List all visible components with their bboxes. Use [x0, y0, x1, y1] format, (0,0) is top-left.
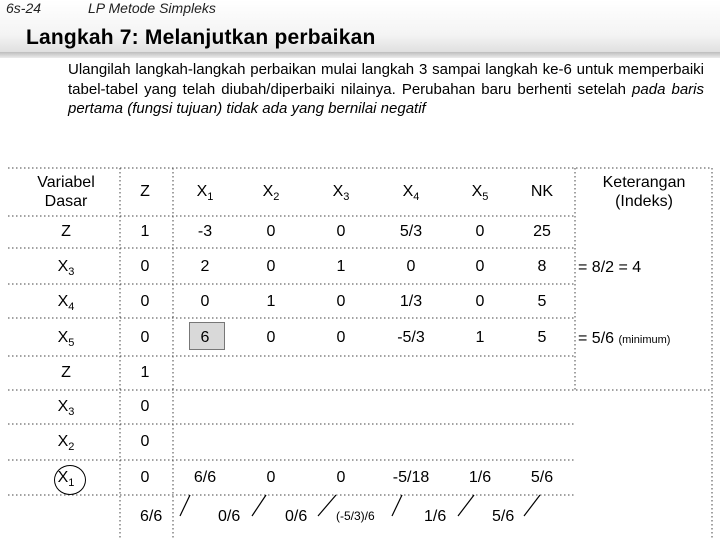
paragraph-italic-text: pada baris pertama (fungsi tujuan) tidak ada yang bernilai negatif	[68, 80, 704, 117]
cell-x3: 0	[336, 293, 346, 310]
row-variable: Z	[61, 364, 71, 381]
cell-x2: 1	[266, 293, 276, 310]
cell-z: 0	[140, 293, 150, 310]
cell-z: 1	[140, 223, 150, 240]
cell-x2: 0	[266, 329, 276, 346]
cell-x3: 0	[336, 329, 346, 346]
calc-note-x4: (-5/3)/6	[336, 509, 375, 523]
instruction-paragraph	[68, 60, 704, 119]
header-variabel-dasar: Variabel Dasar	[37, 174, 95, 210]
cell-nk: 5	[537, 329, 547, 346]
header-keterangan: Keterangan (Indeks)	[602, 174, 686, 210]
cell-z: 1	[140, 364, 150, 381]
row-variable: $X_3$	[57, 398, 75, 419]
header-x4: $X_4$	[402, 183, 420, 204]
cell-x2: 0	[266, 258, 276, 275]
cell-z: 0	[140, 398, 150, 415]
row-variable: $X_4$	[57, 293, 75, 314]
cell-nk: 5/6	[530, 469, 554, 486]
cell-nk: 25	[533, 223, 551, 240]
slide-number: 6s-24	[6, 0, 42, 16]
header-x5: $X_5$	[471, 183, 489, 204]
cell-x3: 1	[336, 258, 346, 275]
cell-x4: -5/3	[397, 329, 425, 346]
row-variable: $X_1$	[57, 469, 75, 490]
cell-z: 0	[140, 258, 150, 275]
calc-note-x5: 1/6	[424, 508, 447, 525]
cell-x1: 2	[200, 258, 210, 275]
cell-x2: 0	[266, 223, 276, 240]
cell-nk: 5	[537, 293, 547, 310]
cell-x5: 0	[475, 223, 485, 240]
cell-nk: 8	[537, 258, 547, 275]
cell-x5: 1	[475, 329, 485, 346]
row-variable: $X_3$	[57, 258, 75, 279]
cell-x4: 0	[406, 258, 416, 275]
cell-x2: 0	[266, 469, 276, 486]
cell-z: 0	[140, 433, 150, 450]
course-name: LP Metode Simpleks	[88, 0, 216, 16]
header-x3: $X_3$	[332, 183, 350, 204]
cell-keterangan: = 5/6 (minimum)	[578, 330, 671, 347]
cell-keterangan: = 8/2 = 4	[578, 259, 642, 276]
cell-x5: 0	[475, 258, 485, 275]
header-x2: $X_2$	[262, 183, 280, 204]
cell-x3: 0	[336, 469, 346, 486]
header-z: Z	[140, 183, 150, 200]
cell-x5: 1/6	[468, 469, 492, 486]
cell-x4: -5/18	[392, 469, 430, 486]
calc-note-nk: 5/6	[492, 508, 515, 525]
cell-x1: -3	[197, 223, 213, 240]
calc-note-x2: 0/6	[218, 508, 241, 525]
row-variable: $X_5$	[57, 329, 75, 350]
cell-x5: 0	[475, 293, 485, 310]
paragraph-text: Ulangilah langkah-langkah perbaikan mulai langkah 3 sampai langkah ke-6 untuk memperbaiki tabel-tabel yang telah diubah/diperbaiki nilainya. Perubahan baru berhenti setelah	[68, 61, 704, 98]
slide-title: Langkah 7: Melanjutkan perbaikan	[26, 26, 376, 49]
cell-x1: 6	[200, 329, 210, 346]
header-nk: NK	[530, 183, 554, 200]
row-variable: Z	[61, 223, 71, 240]
cell-x3: 0	[336, 223, 346, 240]
cell-z: 0	[140, 469, 150, 486]
cell-x4: 5/3	[399, 223, 423, 240]
header-x1: $X_1$	[196, 183, 214, 204]
cell-z: 0	[140, 329, 150, 346]
header-divider	[0, 52, 720, 58]
calc-note-x3: 0/6	[285, 508, 308, 525]
calc-note-x1: 6/6	[140, 508, 163, 525]
row-variable: $X_2$	[57, 433, 75, 454]
cell-x4: 1/3	[399, 293, 423, 310]
cell-x1: 6/6	[193, 469, 217, 486]
cell-x1: 0	[200, 293, 210, 310]
